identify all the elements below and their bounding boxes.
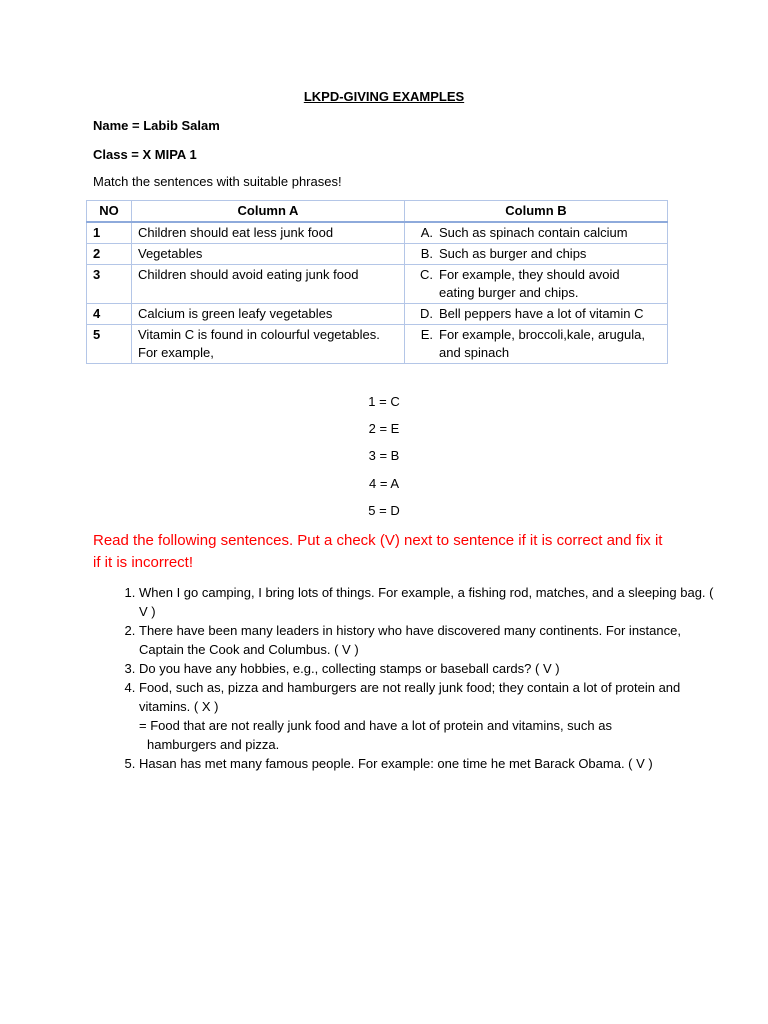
sentence-text: Do you have any hobbies, e.g., collecting stamps or baseball cards? ( V ) — [139, 661, 560, 676]
matching-table — [86, 200, 668, 364]
option-text: For example, broccoli,kale, arugula, and spinach — [439, 327, 645, 360]
list-item — [139, 754, 719, 773]
row-number: 3 — [87, 265, 132, 304]
document-title: LKPD-GIVING EXAMPLES — [303, 89, 465, 104]
column-a-cell: Calcium is green leafy vegetables — [132, 304, 405, 325]
table-row — [87, 244, 668, 265]
sentence-text: Food, such as, pizza and hamburgers are not really junk food; they contain a lot of protein and vitamins. ( X ) — [139, 680, 681, 714]
table-row — [87, 222, 668, 244]
column-a-cell: Vitamin C is found in colourful vegetables. For example, — [132, 325, 405, 364]
option-letter: D. — [420, 306, 433, 321]
column-a-cell: Vegetables — [132, 244, 405, 265]
check-instruction: Read the following sentences. Put a check (V) next to sentence if it is correct and fix it if it is incorrect! — [93, 532, 663, 571]
header-column-b: Column B — [405, 201, 668, 223]
table-row — [87, 265, 668, 304]
answer-item: 3 = B — [368, 448, 400, 464]
column-b-cell — [405, 222, 668, 244]
option-letter: C. — [420, 267, 433, 282]
answer-item: 5 = D — [368, 502, 400, 518]
option-letter: A. — [420, 225, 433, 240]
option-text: Such as burger and chips — [439, 246, 587, 261]
option-letter: E. — [420, 327, 433, 342]
sentence-text: There have been many leaders in history who have discovered many continents. For instance, Captain the Cook and Columbus. ( V ) — [139, 623, 681, 657]
sentence-text: Hasan has met many famous people. For example: one time he met Barack Obama. ( V ) — [139, 756, 653, 771]
name-line: Name = Labib Salam — [93, 118, 220, 133]
option-text: Bell peppers have a lot of vitamin C — [439, 306, 644, 321]
class-line: Class = X MIPA 1 — [93, 147, 197, 162]
column-b-cell — [405, 325, 668, 364]
list-item — [139, 678, 719, 754]
match-instruction: Match the sentences with suitable phrases! — [93, 174, 342, 189]
table-row — [87, 325, 668, 364]
column-b-cell — [405, 304, 668, 325]
list-item — [139, 659, 719, 678]
header-column-a: Column A — [132, 201, 405, 223]
sentence-text: When I go camping, I bring lots of things. For example, a fishing rod, matches, and a sleeping bag. ( V ) — [139, 585, 714, 619]
option-letter: B. — [420, 246, 433, 261]
row-number: 1 — [87, 222, 132, 244]
option-text: For example, they should avoid eating burger and chips. — [439, 267, 620, 300]
answer-item: 4 = A — [369, 475, 399, 491]
table-row — [87, 304, 668, 325]
header-no: NO — [87, 201, 132, 223]
row-number: 4 — [87, 304, 132, 325]
column-a-cell: Children should avoid eating junk food — [132, 265, 405, 304]
correction-line-continued: hamburgers and pizza. — [147, 737, 280, 752]
row-number: 2 — [87, 244, 132, 265]
column-a-cell: Children should eat less junk food — [132, 222, 405, 244]
option-text: Such as spinach contain calcium — [439, 225, 628, 240]
answer-list — [0, 393, 768, 529]
column-b-cell — [405, 244, 668, 265]
table-header-row — [87, 201, 668, 223]
correction-line: = Food that are not really junk food and have a lot of protein and vitamins, such as — [139, 718, 612, 733]
column-b-cell — [405, 265, 668, 304]
row-number: 5 — [87, 325, 132, 364]
sentence-list — [93, 583, 719, 773]
answer-item: 2 = E — [368, 421, 400, 437]
answer-item: 1 = C — [368, 394, 400, 409]
list-item — [139, 583, 719, 621]
list-item — [139, 621, 719, 659]
